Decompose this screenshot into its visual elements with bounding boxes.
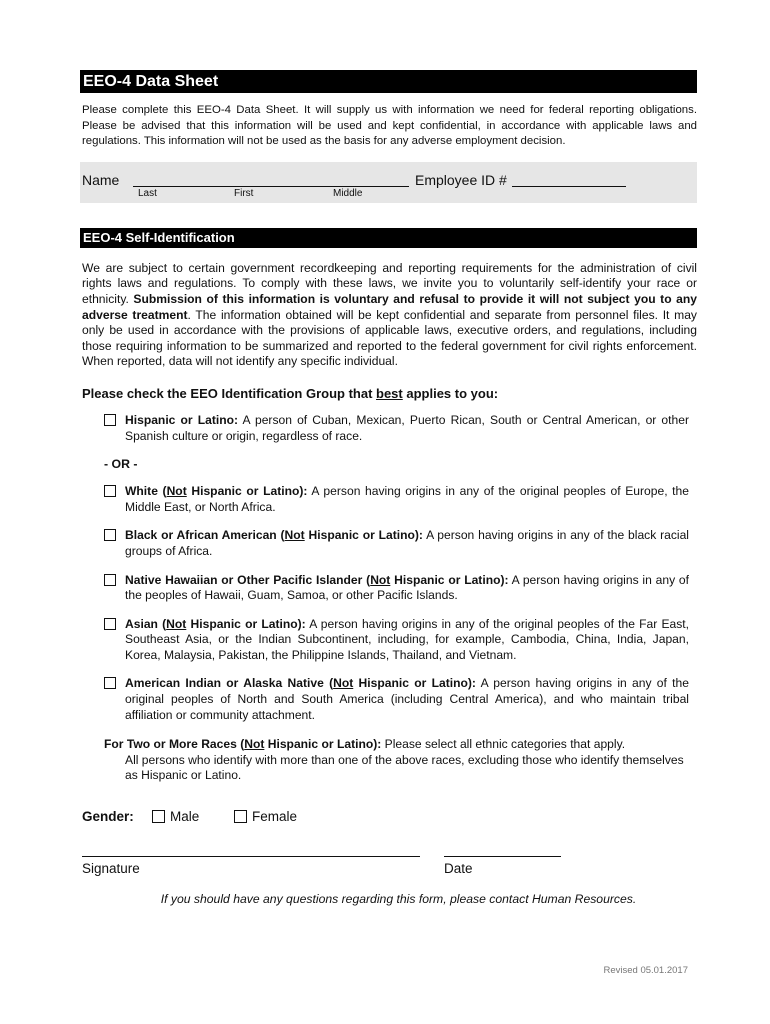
male-checkbox[interactable] xyxy=(152,810,165,823)
prompt-underlined: best xyxy=(376,385,403,401)
not-word: Not xyxy=(333,676,354,691)
name-field[interactable] xyxy=(133,186,409,187)
not-word: Not xyxy=(244,737,265,752)
two-more-label-a: For Two or More Races ( xyxy=(104,737,245,752)
pacific-islander-label-a: Native Hawaiian or Other Pacific Islander ( xyxy=(125,572,371,587)
hispanic-checkbox[interactable] xyxy=(104,414,116,426)
option-american-indian xyxy=(80,676,689,723)
last-sublabel: Last xyxy=(138,187,157,199)
white-label-b: Hispanic or Latino): xyxy=(186,484,308,499)
option-asian xyxy=(80,617,689,664)
two-more-rest: All persons who identify with more than one of the above races, excluding those who identify themselves as Hispanic or Latino. xyxy=(125,752,684,783)
self-identification-paragraph xyxy=(82,261,697,370)
not-word: Not xyxy=(166,616,187,631)
female-label: Female xyxy=(252,809,298,825)
male-label: Male xyxy=(170,809,200,825)
asian-label-a: Asian ( xyxy=(125,616,167,631)
gender-row xyxy=(80,809,697,829)
white-desc: A person having origins in any of the original peoples of Europe, the Middle East, or North Africa. xyxy=(125,484,689,514)
intro-paragraph: Please complete this EEO-4 Data Sheet. It will supply us with information we need for federal reporting obligations. Please be advised that this information will be used and kept confidential, in accordance with applicable laws and regulations. This information will not be used as the basis for any adverse employment decision. xyxy=(82,104,697,148)
eeo4-form xyxy=(80,70,697,906)
employee-id-label: Employee ID # xyxy=(415,171,507,188)
signature-field[interactable] xyxy=(82,856,420,857)
not-word: Not xyxy=(284,528,305,543)
white-label-a: White ( xyxy=(125,484,167,499)
option-white xyxy=(80,484,689,515)
signature-label: Signature xyxy=(82,861,140,877)
name-label: Name xyxy=(82,171,120,188)
asian-desc: A person having origins in any of the original peoples of the Far East, Southeast Asia, or the Indian Subcontinent, including, for example, Cambodia, China, India, Japan, Korea, Malaysia, Pakistan, the Philippine Islands, Thailand, and Vietnam. xyxy=(125,616,689,662)
or-separator: - OR - xyxy=(104,457,138,472)
white-label xyxy=(125,484,307,498)
revision-date: Revised 05.01.2017 xyxy=(603,965,688,976)
option-black xyxy=(80,528,689,559)
body-text-part2: . The information obtained will be kept confidential and separate from personnel files. It may only be used in accordance with the provisions of applicable laws, executive orders, and regulations, including those requiring information to be summarized and reported to the federal government for civil rights enforcement. When reported, data will not identify any specific individual. xyxy=(82,307,697,369)
footer-note: If you should have any questions regarding this form, please contact Human Resources. xyxy=(160,892,637,907)
asian-label-b: Hispanic or Latino): xyxy=(186,616,306,631)
black-label-a: Black or African American ( xyxy=(125,528,285,543)
middle-sublabel: Middle xyxy=(333,187,363,199)
american-indian-label xyxy=(125,676,476,690)
pacific-islander-desc: A person having origins in any of the peoples of Hawaii, Guam, Samoa, or other Pacific Islands. xyxy=(125,572,689,603)
form-title: EEO-4 Data Sheet xyxy=(80,70,697,93)
date-label: Date xyxy=(444,861,473,877)
american-indian-label-b: Hispanic or Latino): xyxy=(353,676,476,691)
black-desc: A person having origins in any of the black racial groups of Africa. xyxy=(125,528,689,558)
asian-checkbox[interactable] xyxy=(104,618,116,630)
two-more-line1: Please select all ethnic categories that apply. xyxy=(381,737,626,752)
option-hispanic xyxy=(80,413,689,444)
body-text-bold: Submission of this information is voluntary and refusal to provide it will not subject you to any adverse treatment xyxy=(82,291,698,322)
prompt-after: applies to you: xyxy=(402,385,499,401)
first-sublabel: First xyxy=(234,187,254,199)
two-more-label-b: Hispanic or Latino): xyxy=(264,737,382,752)
name-employee-box xyxy=(80,162,697,203)
american-indian-label-a: American Indian or Alaska Native ( xyxy=(125,676,334,691)
black-checkbox[interactable] xyxy=(104,529,116,541)
american-indian-desc: A person having origins in any of the original peoples of North and South America (including Central America), and who maintain tribal affiliation or community attachment. xyxy=(125,676,689,722)
two-more-label xyxy=(104,737,381,751)
date-field[interactable] xyxy=(444,856,561,857)
hispanic-desc: A person of Cuban, Mexican, Puerto Rican, South or Central American, or other Spanish culture or origin, regardless of race. xyxy=(125,412,689,443)
gender-label: Gender: xyxy=(82,809,134,825)
section-title: EEO-4 Self-Identification xyxy=(80,228,697,248)
black-label-b: Hispanic or Latino): xyxy=(304,528,423,543)
identification-prompt xyxy=(82,386,697,401)
white-checkbox[interactable] xyxy=(104,485,116,497)
body-text-part1: We are subject to certain government recordkeeping and reporting requirements for the administration of civil rights laws and regulations. To comply with these laws, we invite you to voluntarily self-identify your race or ethnicity. xyxy=(82,260,697,306)
two-or-more-races xyxy=(104,737,689,784)
prompt-before: Please check the EEO Identification Group that xyxy=(82,385,377,401)
pacific-islander-label xyxy=(125,573,509,587)
female-checkbox[interactable] xyxy=(234,810,247,823)
hispanic-label: Hispanic or Latino: xyxy=(125,412,239,427)
black-label xyxy=(125,528,423,542)
option-pacific-islander xyxy=(80,573,689,604)
not-word: Not xyxy=(370,572,391,587)
pacific-islander-checkbox[interactable] xyxy=(104,574,116,586)
signature-row xyxy=(80,856,697,896)
asian-label xyxy=(125,617,306,631)
american-indian-checkbox[interactable] xyxy=(104,677,116,689)
pacific-islander-label-b: Hispanic or Latino): xyxy=(390,572,509,587)
employee-id-field[interactable] xyxy=(512,186,626,187)
not-word: Not xyxy=(166,484,187,499)
